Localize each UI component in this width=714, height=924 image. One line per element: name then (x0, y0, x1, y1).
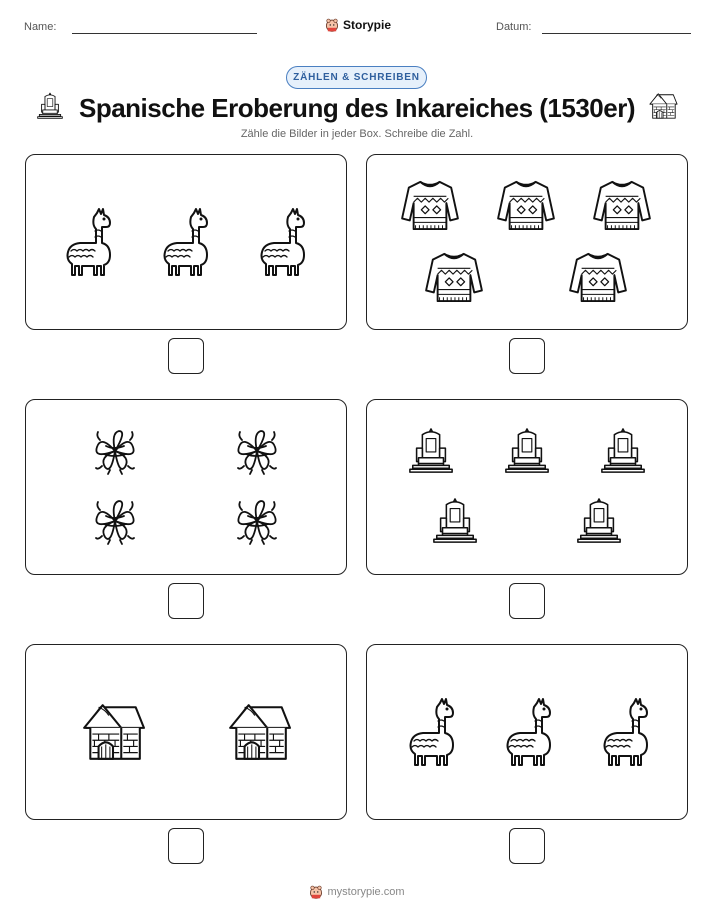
answer-box-4[interactable] (509, 583, 545, 619)
stone-house-icon (226, 703, 292, 761)
count-box-3 (25, 399, 347, 575)
throne-icon (503, 427, 551, 475)
footer-url[interactable]: mystorypie.com (327, 886, 405, 898)
throne-icon (599, 427, 647, 475)
stone-house-icon (80, 703, 146, 761)
storypie-logo-icon (325, 18, 339, 32)
sweater-icon (593, 179, 651, 231)
name-label: Name: (24, 21, 57, 33)
name-field[interactable] (72, 33, 257, 34)
brand (325, 18, 391, 32)
answer-box-1[interactable] (168, 338, 204, 374)
instructions: Zähle die Bilder in jeder Box. Schreibe die Zahl. (240, 128, 474, 140)
storypie-logo-icon (309, 885, 323, 899)
alpaca-icon (56, 207, 118, 277)
throne-icon (407, 427, 455, 475)
answer-box-5[interactable] (168, 828, 204, 864)
alpaca-icon (250, 207, 312, 277)
stone-house-icon (648, 92, 678, 120)
category-badge: ZÄHLEN & SCHREIBEN (286, 66, 427, 89)
alpaca-icon (399, 697, 461, 767)
count-box-2 (366, 154, 688, 330)
answer-box-6[interactable] (509, 828, 545, 864)
page-title: Spanische Eroberung des Inkareiches (1530er) (78, 93, 636, 123)
date-field[interactable] (542, 33, 691, 34)
footer (0, 885, 714, 899)
count-box-1 (25, 154, 347, 330)
throne-icon (575, 497, 623, 545)
yarn-icon (232, 426, 282, 476)
sweater-icon (497, 179, 555, 231)
answer-box-3[interactable] (168, 583, 204, 619)
count-box-6 (366, 644, 688, 820)
header (0, 18, 714, 40)
count-box-4 (366, 399, 688, 575)
yarn-icon (90, 426, 140, 476)
yarn-icon (232, 496, 282, 546)
brand-name: Storypie (343, 18, 392, 32)
sweater-icon (569, 251, 627, 303)
alpaca-icon (593, 697, 655, 767)
sweater-icon (425, 251, 483, 303)
answer-box-2[interactable] (509, 338, 545, 374)
count-box-5 (25, 644, 347, 820)
sweater-icon (401, 179, 459, 231)
throne-icon (431, 497, 479, 545)
alpaca-icon (153, 207, 215, 277)
date-label: Datum: (496, 21, 532, 33)
alpaca-icon (496, 697, 558, 767)
yarn-icon (90, 496, 140, 546)
